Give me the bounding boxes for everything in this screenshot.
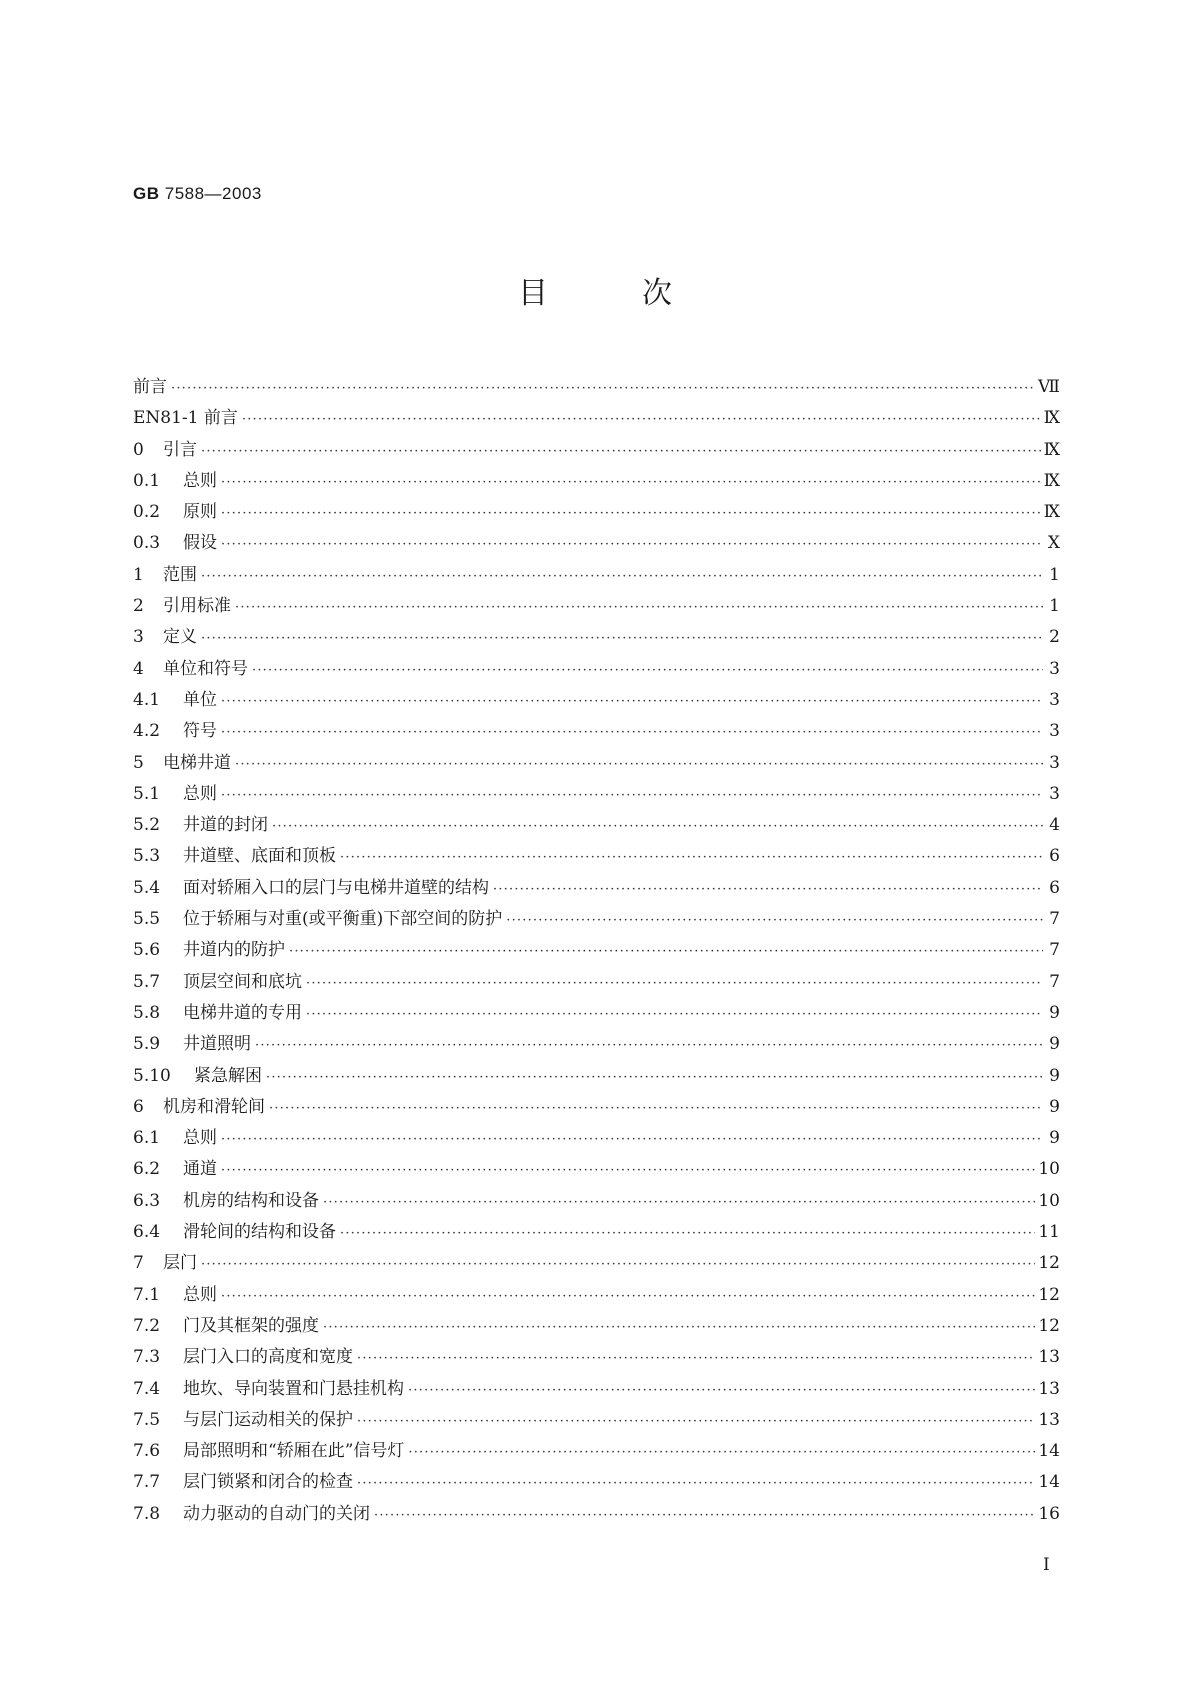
dot-leader	[201, 444, 1041, 459]
toc-entry-title: 层门	[163, 1253, 197, 1274]
toc-entry-title: 局部照明和“轿厢在此”信号灯	[183, 1441, 405, 1462]
toc-entry[interactable]	[133, 1217, 1060, 1248]
toc-entry[interactable]	[133, 654, 1060, 685]
toc-entry-page: 13	[1038, 1409, 1060, 1430]
dot-leader	[221, 506, 1041, 521]
toc-entry[interactable]	[133, 935, 1060, 966]
toc-entry-title: 原则	[183, 502, 217, 523]
dot-leader	[272, 819, 1043, 834]
toc-entry[interactable]	[133, 1154, 1060, 1185]
toc-entry[interactable]	[133, 904, 1060, 935]
dot-leader	[242, 412, 1041, 427]
table-of-contents	[133, 372, 1060, 1530]
toc-entry[interactable]	[133, 591, 1060, 622]
toc-entry-page: 4	[1049, 815, 1060, 836]
toc-entry[interactable]	[133, 1374, 1060, 1405]
toc-entry[interactable]	[133, 435, 1060, 466]
toc-entry-title: 总则	[183, 470, 217, 491]
toc-entry[interactable]	[133, 810, 1060, 841]
toc-entry-number: 4	[133, 658, 144, 679]
toc-entry[interactable]	[133, 1061, 1060, 1092]
toc-entry-page: 3	[1049, 721, 1060, 742]
dot-leader	[357, 1476, 1035, 1491]
toc-entry-title: 前言	[133, 377, 167, 397]
dot-leader	[266, 1070, 1043, 1085]
toc-entry-page: Ⅶ	[1038, 377, 1060, 397]
toc-entry-page: 12	[1038, 1284, 1060, 1305]
toc-entry-title: 单位	[183, 689, 217, 710]
toc-entry-title: 门及其框架的强度	[183, 1315, 319, 1336]
toc-entry-title: 定义	[163, 627, 197, 648]
standard-number	[133, 184, 262, 204]
toc-entry-number: 0.2	[133, 502, 161, 523]
toc-entry-page: 16	[1038, 1503, 1060, 1524]
toc-entry-number: 7.4	[133, 1378, 161, 1399]
toc-entry-page: Ⅹ	[1047, 533, 1060, 554]
toc-entry-number: 7	[133, 1253, 144, 1274]
toc-entry-number: 5.4	[133, 877, 161, 898]
dot-leader	[269, 1101, 1043, 1116]
toc-entry-title: 范围	[163, 564, 197, 585]
toc-entry-title: 机房和滑轮间	[163, 1096, 265, 1117]
toc-entry-page: 9	[1049, 1034, 1060, 1055]
toc-entry[interactable]	[133, 685, 1060, 716]
toc-entry-page: 7	[1049, 971, 1060, 992]
toc-entry[interactable]	[133, 622, 1060, 653]
toc-entry-page: 9	[1049, 1065, 1060, 1086]
toc-entry-number: 7.2	[133, 1315, 161, 1336]
toc-entry-title: 动力驱动的自动门的关闭	[183, 1503, 370, 1524]
toc-entry[interactable]	[133, 998, 1060, 1029]
toc-entry[interactable]	[133, 716, 1060, 747]
toc-entry-page: 10	[1038, 1159, 1060, 1180]
toc-entry-page: 9	[1049, 1128, 1060, 1149]
toc-entry[interactable]	[133, 497, 1060, 528]
toc-entry[interactable]	[133, 528, 1060, 559]
toc-entry-title: 井道内的防护	[183, 940, 285, 961]
toc-entry[interactable]	[133, 841, 1060, 872]
toc-entry-title: 符号	[183, 721, 217, 742]
toc-entry-number: 6.3	[133, 1190, 161, 1211]
dot-leader	[221, 537, 1043, 552]
toc-entry-page: 12	[1038, 1253, 1060, 1274]
toc-entry-page: 1	[1049, 596, 1060, 617]
toc-entry[interactable]	[133, 1092, 1060, 1123]
toc-entry-page: 12	[1038, 1315, 1060, 1336]
toc-entry-page: Ⅸ	[1043, 502, 1060, 523]
page-number: I	[1043, 1555, 1050, 1575]
toc-entry-page: 9	[1049, 1096, 1060, 1117]
toc-entry-title: 总则	[183, 783, 217, 804]
toc-entry-number: 5.2	[133, 815, 161, 836]
toc-entry-number: 5.1	[133, 783, 161, 804]
toc-entry-page: 9	[1049, 1002, 1060, 1023]
toc-entry-title: 通道	[183, 1159, 217, 1180]
toc-entry-number: 5.6	[133, 940, 161, 961]
toc-entry-number: 2	[133, 596, 144, 617]
toc-entry[interactable]	[133, 1280, 1060, 1311]
dot-leader	[221, 1289, 1035, 1304]
toc-entry-number: 7.3	[133, 1347, 161, 1368]
title-char-2: 次	[642, 276, 672, 311]
toc-entry[interactable]	[133, 873, 1060, 904]
toc-entry-title: 井道的封闭	[183, 815, 268, 836]
toc-entry[interactable]	[133, 1467, 1060, 1498]
toc-entry-title: 顶层空间和底坑	[183, 971, 302, 992]
toc-entry-number: 6.2	[133, 1159, 161, 1180]
toc-entry[interactable]	[133, 1248, 1060, 1279]
dot-leader	[201, 569, 1043, 584]
toc-entry-page: 14	[1038, 1472, 1060, 1493]
dot-leader	[357, 1414, 1035, 1429]
toc-entry-number: 4.1	[133, 689, 161, 710]
toc-entry-number: 7.5	[133, 1409, 161, 1430]
toc-entry[interactable]	[133, 1342, 1060, 1373]
dot-leader	[171, 381, 1035, 396]
dot-leader	[506, 913, 1043, 928]
toc-entry[interactable]	[133, 1123, 1060, 1154]
toc-entry-title: 井道壁、底面和顶板	[183, 846, 336, 867]
dot-leader	[221, 725, 1043, 740]
toc-entry[interactable]	[133, 403, 1060, 434]
dot-leader	[235, 757, 1043, 772]
toc-entry-title: EN81-1 前言	[133, 408, 238, 429]
toc-entry-number: 5	[133, 752, 144, 773]
dot-leader	[357, 1351, 1035, 1366]
toc-entry-title: 滑轮间的结构和设备	[183, 1222, 336, 1243]
toc-entry-page: 11	[1038, 1222, 1060, 1243]
toc-entry-title: 紧急解困	[194, 1065, 262, 1086]
toc-entry[interactable]	[133, 1405, 1060, 1436]
toc-entry[interactable]	[133, 1499, 1060, 1530]
dot-leader	[340, 1226, 1035, 1241]
dot-leader	[323, 1320, 1035, 1335]
standard-prefix: GB	[133, 184, 160, 203]
toc-entry-number: 0.3	[133, 533, 161, 554]
title-char-1: 目	[518, 276, 548, 311]
dot-leader	[340, 850, 1043, 865]
toc-entry-title: 电梯井道的专用	[183, 1002, 302, 1023]
toc-entry[interactable]	[133, 1436, 1060, 1467]
toc-entry-title: 假设	[183, 533, 217, 554]
toc-entry-number: 1	[133, 564, 144, 585]
toc-entry-number: 0.1	[133, 470, 161, 491]
toc-entry-page: Ⅸ	[1043, 408, 1060, 429]
dot-leader	[289, 944, 1043, 959]
toc-entry[interactable]	[133, 967, 1060, 998]
standard-code: 7588—2003	[164, 184, 262, 203]
toc-entry-page: 2	[1049, 627, 1060, 648]
dot-leader	[408, 1383, 1035, 1398]
toc-entry-title: 总则	[183, 1284, 217, 1305]
dot-leader	[221, 788, 1043, 803]
dot-leader	[201, 1257, 1035, 1272]
toc-entry[interactable]	[133, 779, 1060, 810]
dot-leader	[408, 1445, 1035, 1460]
toc-entry-number: 0	[133, 439, 144, 460]
dot-leader	[306, 976, 1043, 991]
toc-entry-page: 13	[1038, 1378, 1060, 1399]
toc-entry[interactable]	[133, 1311, 1060, 1342]
toc-entry-page: Ⅸ	[1043, 470, 1060, 491]
toc-entry-number: 7.1	[133, 1284, 161, 1305]
toc-entry-number: 5.10	[133, 1065, 171, 1086]
dot-leader	[323, 1195, 1035, 1210]
toc-entry-title: 机房的结构和设备	[183, 1190, 319, 1211]
toc-entry-page: 14	[1038, 1441, 1060, 1462]
toc-entry-number: 7.8	[133, 1503, 161, 1524]
toc-entry-title: 层门入口的高度和宽度	[183, 1347, 353, 1368]
toc-entry-title: 单位和符号	[163, 658, 248, 679]
toc-entry-page: Ⅸ	[1043, 439, 1060, 460]
toc-entry-page: 6	[1049, 877, 1060, 898]
toc-entry-page: 3	[1049, 783, 1060, 804]
dot-leader	[221, 1163, 1035, 1178]
toc-entry-page: 10	[1038, 1190, 1060, 1211]
dot-leader	[201, 631, 1043, 646]
toc-entry-title: 引用标准	[163, 596, 231, 617]
toc-entry-number: 5.8	[133, 1002, 161, 1023]
toc-entry[interactable]	[133, 466, 1060, 497]
toc-entry-title: 井道照明	[183, 1034, 251, 1055]
toc-entry-number: 7.6	[133, 1441, 161, 1462]
toc-entry-title: 与层门运动相关的保护	[183, 1409, 353, 1430]
toc-entry-number: 3	[133, 627, 144, 648]
toc-entry-number: 4.2	[133, 721, 161, 742]
dot-leader	[255, 1038, 1043, 1053]
toc-entry-number: 5.3	[133, 846, 161, 867]
toc-entry-page: 3	[1049, 689, 1060, 710]
toc-entry-title: 引言	[163, 439, 197, 460]
toc-entry-number: 6	[133, 1096, 144, 1117]
toc-entry[interactable]	[133, 1029, 1060, 1060]
toc-entry-number: 5.5	[133, 909, 161, 930]
toc-entry-number: 6.4	[133, 1222, 161, 1243]
toc-entry[interactable]	[133, 1186, 1060, 1217]
page-title	[0, 268, 1191, 318]
toc-entry-number: 5.9	[133, 1034, 161, 1055]
toc-entry-title: 位于轿厢与对重(或平衡重)下部空间的防护	[183, 909, 503, 930]
toc-entry-title: 层门锁紧和闭合的检查	[183, 1472, 353, 1493]
dot-leader	[306, 1007, 1043, 1022]
toc-entry[interactable]	[133, 560, 1060, 591]
dot-leader	[221, 694, 1043, 709]
toc-entry-title: 面对轿厢入口的层门与电梯井道壁的结构	[183, 877, 489, 898]
toc-entry-page: 1	[1049, 564, 1060, 585]
toc-entry-title: 地坎、导向装置和门悬挂机构	[183, 1378, 404, 1399]
toc-entry-title: 总则	[183, 1128, 217, 1149]
toc-entry-number: 5.7	[133, 971, 161, 992]
dot-leader	[221, 1132, 1043, 1147]
toc-entry-number: 7.7	[133, 1472, 161, 1493]
toc-entry[interactable]	[133, 748, 1060, 779]
dot-leader	[252, 663, 1043, 678]
toc-entry-page: 7	[1049, 940, 1060, 961]
dot-leader	[374, 1508, 1035, 1523]
dot-leader	[493, 882, 1043, 897]
toc-entry-page: 13	[1038, 1347, 1060, 1368]
toc-entry-page: 3	[1049, 752, 1060, 773]
dot-leader	[235, 600, 1043, 615]
toc-entry-page: 7	[1049, 909, 1060, 930]
toc-entry[interactable]	[133, 372, 1060, 403]
dot-leader	[221, 475, 1041, 490]
toc-entry-page: 6	[1049, 846, 1060, 867]
toc-entry-page: 3	[1049, 658, 1060, 679]
toc-entry-title: 电梯井道	[163, 752, 231, 773]
toc-entry-number: 6.1	[133, 1128, 161, 1149]
